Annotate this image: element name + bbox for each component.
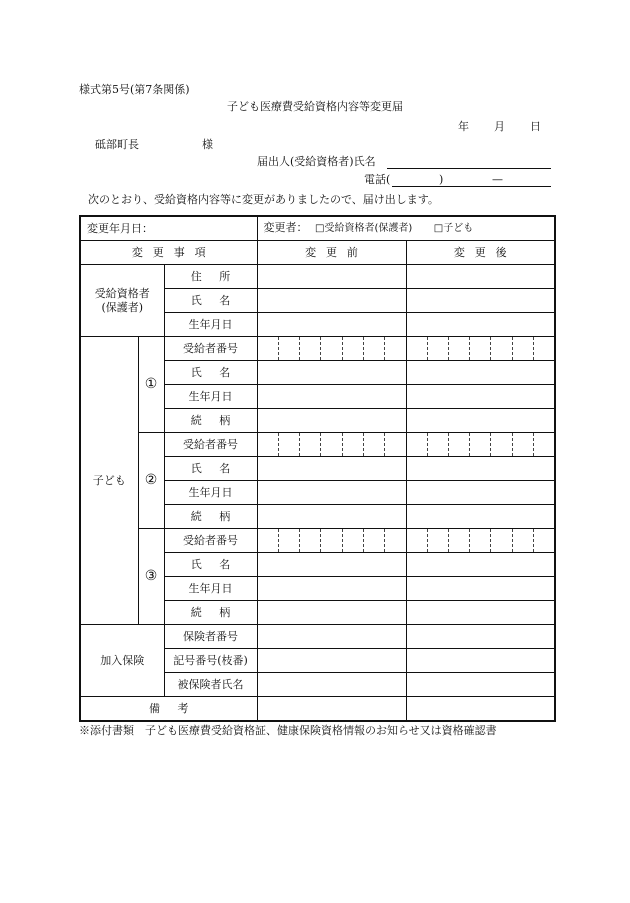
child2-recipient-after[interactable] xyxy=(406,433,555,457)
guardian-address-row xyxy=(80,265,555,289)
guardian-section-label: 受給資格者 (保護者) xyxy=(80,265,164,337)
guardian-birth-after[interactable] xyxy=(406,313,555,337)
date-day-label: 日 xyxy=(530,120,541,133)
child1-birth-label: 生年月日 xyxy=(164,385,257,409)
child3-label: ③ xyxy=(138,529,164,625)
insured-name-after[interactable] xyxy=(406,673,555,697)
insurance-section-label: 加入保険 xyxy=(80,625,164,697)
date-year-label: 年 xyxy=(458,120,469,133)
child2-name-label: 氏名 xyxy=(164,457,257,481)
child1-birth-before[interactable] xyxy=(257,385,406,409)
change-date-label: 変更年月日： xyxy=(87,221,153,235)
child3-recipient-after[interactable] xyxy=(406,529,555,553)
child3-name-before[interactable] xyxy=(257,553,406,577)
child2-relation-after[interactable] xyxy=(406,505,555,529)
child1-birth-after[interactable] xyxy=(406,385,555,409)
guardian-checkbox[interactable]: □受給資格者(保護者) xyxy=(315,223,413,235)
changer-cell xyxy=(257,216,555,241)
changer-label: 変更者： xyxy=(263,221,308,235)
child-checkbox[interactable]: □子ども xyxy=(433,223,474,235)
insurer-no-before[interactable] xyxy=(257,625,406,649)
child1-relation-after[interactable] xyxy=(406,409,555,433)
child3-relation-label: 続柄 xyxy=(164,601,257,625)
child-section-label: 子ども xyxy=(80,337,138,625)
recipient-name: 砥部町長 xyxy=(95,138,139,151)
symbol-no-label: 記号番号(枝番) xyxy=(164,649,257,673)
remarks-row xyxy=(80,697,555,722)
remarks-label: 備考 xyxy=(80,697,257,722)
child2-birth-after[interactable] xyxy=(406,481,555,505)
phone-close: ) xyxy=(439,173,444,186)
col-item-header: 変更事項 xyxy=(80,241,257,265)
child2-name-before[interactable] xyxy=(257,457,406,481)
insured-name-before[interactable] xyxy=(257,673,406,697)
date-month-label: 月 xyxy=(494,120,505,133)
child3-name-after[interactable] xyxy=(406,553,555,577)
child2-birth-before[interactable] xyxy=(257,481,406,505)
child2-recipient-before[interactable] xyxy=(257,433,406,457)
remarks-after[interactable] xyxy=(406,697,555,722)
form-title: 子ども医療費受給資格内容等変更届 xyxy=(227,100,403,113)
child2-relation-before[interactable] xyxy=(257,505,406,529)
child3-birth-before[interactable] xyxy=(257,577,406,601)
child3-relation-before[interactable] xyxy=(257,601,406,625)
symbol-no-after[interactable] xyxy=(406,649,555,673)
child2-label: ② xyxy=(138,433,164,529)
child3-birth-after[interactable] xyxy=(406,577,555,601)
col-after-header: 変更後 xyxy=(406,241,555,265)
child3-relation-after[interactable] xyxy=(406,601,555,625)
recipient-honorific: 様 xyxy=(202,138,213,151)
child1-recipient-label: 受給者番号 xyxy=(164,337,257,361)
child1-relation-before[interactable] xyxy=(257,409,406,433)
child3-birth-label: 生年月日 xyxy=(164,577,257,601)
guardian-name-before[interactable] xyxy=(257,289,406,313)
guardian-birth-before[interactable] xyxy=(257,313,406,337)
phone-label: 電話( xyxy=(364,173,391,186)
col-before-header: 変更前 xyxy=(257,241,406,265)
form-number: 様式第5号(第7条関係) xyxy=(79,83,190,96)
guardian-address-after[interactable] xyxy=(406,265,555,289)
child2-birth-label: 生年月日 xyxy=(164,481,257,505)
guardian-address-before[interactable] xyxy=(257,265,406,289)
guardian-name-after[interactable] xyxy=(406,289,555,313)
column-header-row xyxy=(80,241,555,265)
child1-relation-label: 続柄 xyxy=(164,409,257,433)
phone-line[interactable] xyxy=(392,186,551,187)
guardian-name-label: 氏名 xyxy=(164,289,257,313)
insurer-no-label: 保険者番号 xyxy=(164,625,257,649)
guardian-birth-label: 生年月日 xyxy=(164,313,257,337)
child1-name-label: 氏名 xyxy=(164,361,257,385)
change-form-table xyxy=(79,215,556,722)
statement-text: 次のとおり、受給資格内容等に変更がありましたので、届け出します。 xyxy=(88,193,439,206)
child1-label: ① xyxy=(138,337,164,433)
child1-name-before[interactable] xyxy=(257,361,406,385)
insured-name-label: 被保険者氏名 xyxy=(164,673,257,697)
child2-recipient-row xyxy=(80,433,555,457)
applicant-name-line[interactable] xyxy=(387,168,551,169)
child1-recipient-row xyxy=(80,337,555,361)
child3-recipient-row xyxy=(80,529,555,553)
change-date-cell[interactable] xyxy=(80,216,257,241)
child3-name-label: 氏名 xyxy=(164,553,257,577)
applicant-label: 届出人(受給資格者)氏名 xyxy=(257,155,376,168)
child3-recipient-before[interactable] xyxy=(257,529,406,553)
remarks-before[interactable] xyxy=(257,697,406,722)
child1-recipient-after[interactable] xyxy=(406,337,555,361)
child2-recipient-label: 受給者番号 xyxy=(164,433,257,457)
symbol-no-before[interactable] xyxy=(257,649,406,673)
child1-recipient-before[interactable] xyxy=(257,337,406,361)
phone-dash: — xyxy=(492,173,503,186)
child3-recipient-label: 受給者番号 xyxy=(164,529,257,553)
insurer-no-after[interactable] xyxy=(406,625,555,649)
attachments-note: ※添付書類 子ども医療費受給資格証、健康保険資格情報のお知らせ又は資格確認書 xyxy=(79,724,497,737)
child2-relation-label: 続柄 xyxy=(164,505,257,529)
change-date-row xyxy=(80,216,555,241)
guardian-address-label: 住所 xyxy=(164,265,257,289)
child2-name-after[interactable] xyxy=(406,457,555,481)
insurer-no-row xyxy=(80,625,555,649)
child1-name-after[interactable] xyxy=(406,361,555,385)
